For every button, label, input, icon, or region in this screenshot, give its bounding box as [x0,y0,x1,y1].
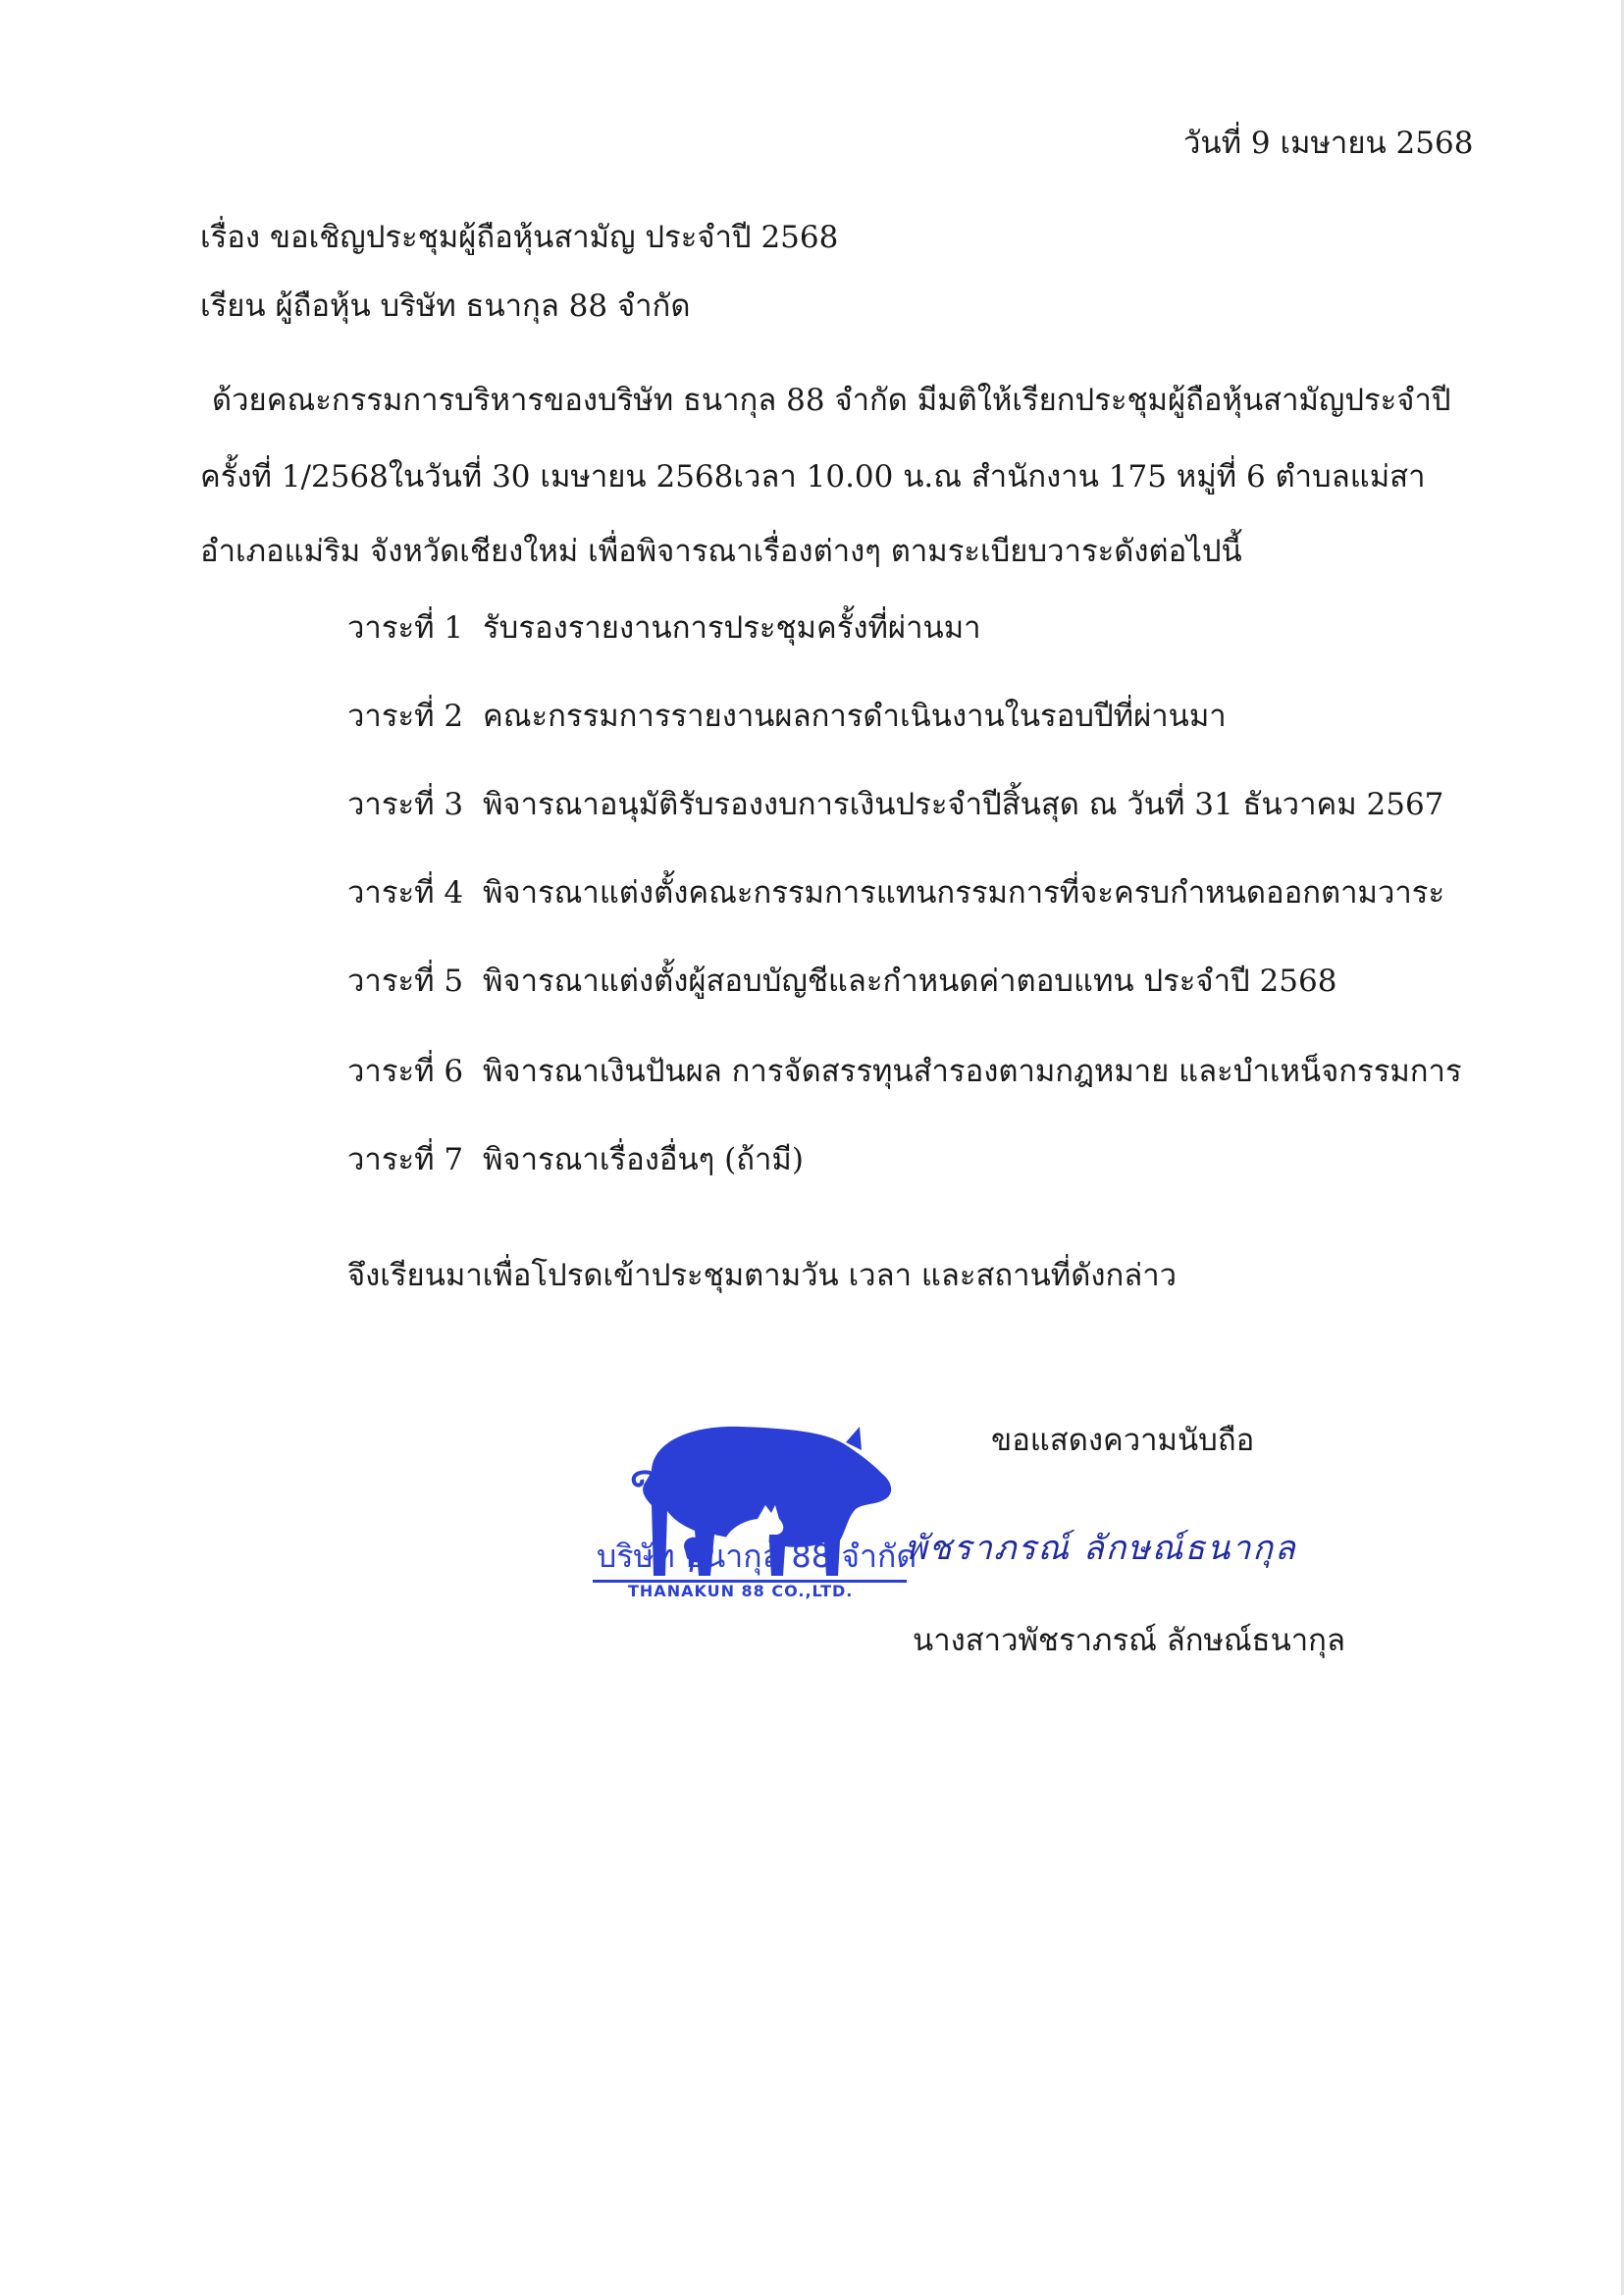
agenda-number: วาระที่ 6 [347,1054,464,1089]
agenda-number: วาระที่ 2 [347,699,464,734]
agenda-text: พิจารณาเรื่องอื่นๆ (ถ้ามี) [483,1142,804,1177]
regards: ขอแสดงความนับถือ [991,1423,1255,1458]
agenda-number: วาระที่ 7 [347,1142,464,1177]
closing-line: จึงเรียนมาเพื่อโปรดเข้าประชุมตามวัน เวลา และสถานที่ดังกล่าว [347,1258,1178,1293]
pig-stamp-icon [583,1403,917,1609]
stamp-company-name-en: THANAKUN 88 CO.,LTD. [628,1582,854,1600]
body-line-1: ด้วยคณะกรรมการบริหารของบริษัท ธนากุล 88 จำกัด มีมติให้เรียกประชุมผู้ถือหุ้นสามัญประจำปี [212,383,1451,418]
handwritten-signature: พัชราภรณ์ ลักษณ์ธนากุล [905,1529,1297,1568]
agenda-text: พิจารณาเงินปันผล การจัดสรรทุนสำรองตามกฎหมาย และบำเหน็จกรรมการ [483,1054,1462,1089]
agenda-number: วาระที่ 5 [347,964,464,999]
letter-addressee: เรียน ผู้ถือหุ้น บริษัท ธนากุล 88 จำกัด [200,288,691,324]
agenda-text: พิจารณาอนุมัติรับรองงบการเงินประจำปีสิ้นสุด ณ วันที่ 31 ธันวาคม 2567 [483,787,1444,822]
body-line-3: อำเภอแม่ริม จังหวัดเชียงใหม่ เพื่อพิจารณาเรื่องต่างๆ ตามระเบียบวาระดังต่อไปนี้ [200,534,1242,569]
letter-subject: เรื่อง ขอเชิญประชุมผู้ถือหุ้นสามัญ ประจำปี 2568 [200,220,839,255]
agenda-number: วาระที่ 1 [347,610,464,646]
agenda-text: คณะกรรมการรายงานผลการดำเนินงานในรอบปีที่ผ่านมา [483,699,1227,734]
agenda-text: รับรองรายงานการประชุมครั้งที่ผ่านมา [483,610,981,646]
signatory-name: นางสาวพัชราภรณ์ ลักษณ์ธนากุล [913,1623,1345,1658]
agenda-number: วาระที่ 4 [347,875,464,911]
agenda-text: พิจารณาแต่งตั้งผู้สอบบัญชีและกำหนดค่าตอบแทน ประจำปี 2568 [483,964,1337,999]
body-line-2: ครั้งที่ 1/2568ในวันที่ 30 เมษายน 2568เวลา 10.00 น.ณ สำนักงาน 175 หมู่ที่ 6 ตำบลแม่สา [200,459,1426,495]
agenda-number: วาระที่ 3 [347,787,464,822]
letter-date: วันที่ 9 เมษายน 2568 [1183,126,1474,161]
agenda-text: พิจารณาแต่งตั้งคณะกรรมการแทนกรรมการที่จะครบกำหนดออกตามวาระ [483,875,1445,911]
stamp-company-name-th: บริษัท ธนากุล 88 จำกัด [597,1538,917,1575]
